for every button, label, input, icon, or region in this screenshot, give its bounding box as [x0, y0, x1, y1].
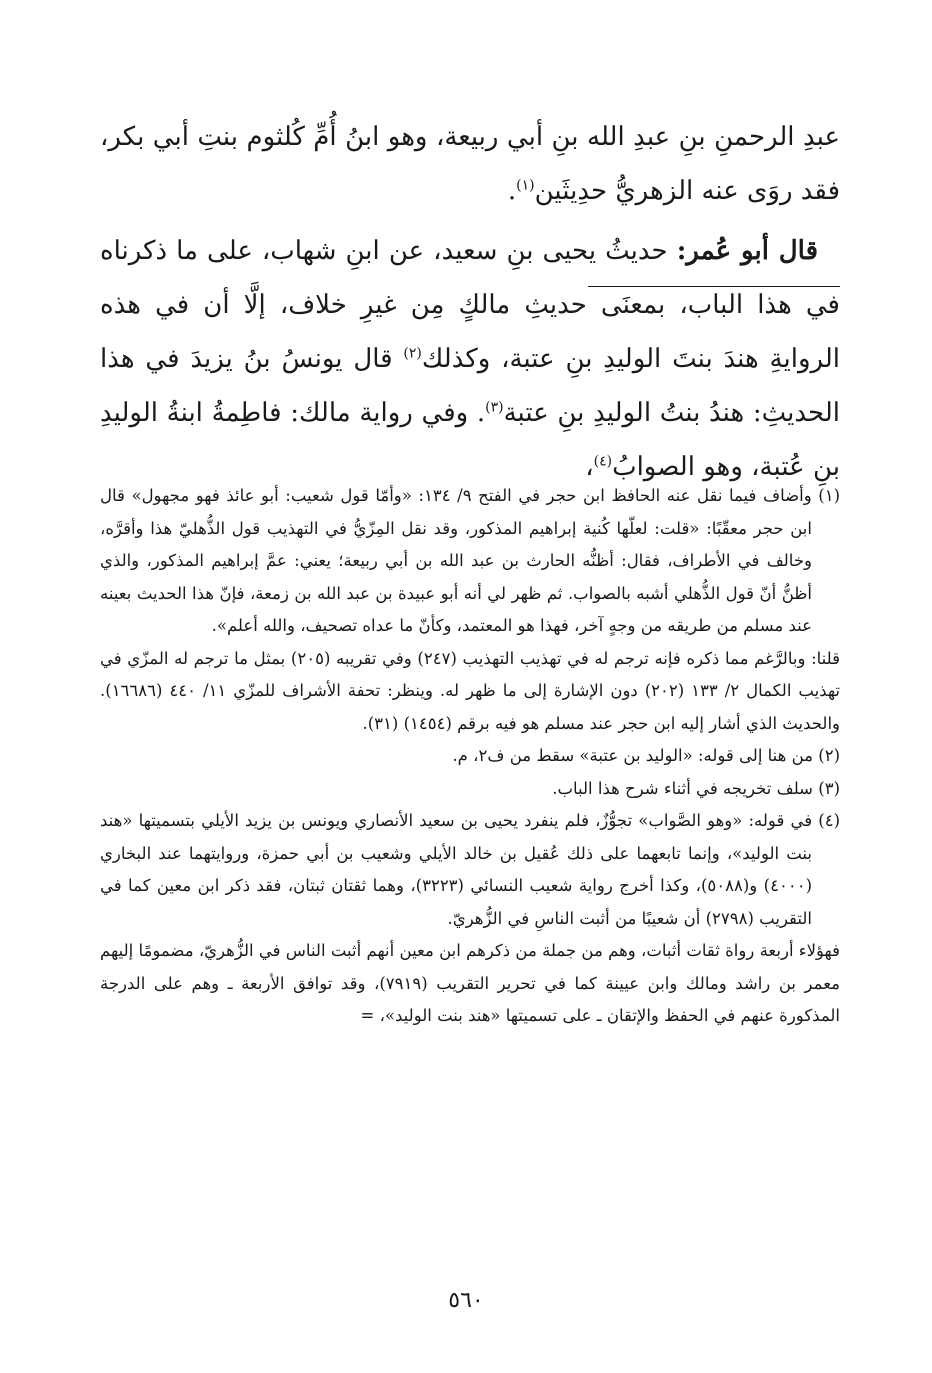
footnote-3: (٣) سلف تخريجه في أثناء شرح هذا الباب. — [552, 778, 840, 798]
footnote-ref-4: (٤) — [593, 453, 613, 470]
paragraph-2-text-a: حديثُ يحيى بنِ سعيد، عن ابنِ شهاب، على ما ذكرناه في هذا الباب، بمعنَى حديثِ مالكٍ مِن غيرِ خلاف، إلَّا أن في هذه الروايةِ هندَ بنتَ الوليدِ بنِ عتبة، وكذلك — [100, 236, 841, 374]
paragraph-2-end: ، — [585, 452, 594, 482]
footnote-divider — [588, 286, 840, 287]
footnote-2: (٢) من هنا إلى قوله: «الوليد بن عتبة» سقط من ف٢، م. — [452, 746, 840, 765]
page-body — [100, 110, 840, 494]
paragraph-1-text: عبدِ الرحمنِ بنِ عبدِ الله بنِ أبي ربيعة، وهو ابنُ أُمِّ كُلثوم بنتِ أبي بكر، فقد روَى عنه الزهريُّ حدِيثَين — [100, 122, 840, 206]
page-number: ٥٦٠ — [448, 1288, 484, 1313]
footnote-ref-2: (٢) — [403, 345, 422, 362]
paragraph-2-text-c: . وفي رواية مالك: فاطِمةُ ابنةُ الوليدِ بنِ عُتبة، وهو الصوابُ — [100, 398, 840, 482]
paragraph-1-end: . — [507, 176, 517, 206]
footnotes — [100, 480, 840, 1033]
paragraph-1 — [100, 110, 840, 218]
footnote-4-continuation: فهؤلاء أربعة رواة ثقات أثبات، وهم من جملة من ذكرهم ابن معين أنهم أثبت الناس في الزُّهريّ، مضمومًا إليهم معمر بن راشد ومالك وابن عيينة كما في تحرير التقريب (٧٩١٩)، وقد توافق الأربعة ـ وهم على الدرجة المذكورة عنهم في الحفظ والإتقان ـ على تسميتها «هند بنت الوليد»، = — [100, 941, 840, 1025]
footnote-1: (١) وأضاف فيما نقل عنه الحافظ ابن حجر في الفتح ٩/ ١٣٤: «وأمّا قول شعيب: أبو عائذ فهو مجهول» قال ابن حجر معقّبًا: «قلت: لعلّها كُنية إبراهيم المذكور، وقد نقل المِزّيُّ في التهذيب قول الذُّهليّ هذا وأقرَّه، وخالف في الأطراف، فقال: أظنُّه الحارث بن عبد الله بن أبي ربيعة؛ يعني: عمَّ إبراهيم المذكور، والذي أظنُّ أنّ قول الذُّهلي أشبه بالصواب. ثم ظهر لي أنه أبو عبيدة بن عبد الله بن زمعة، فإنّ هذا الحديث بعينه عند مسلم من طريقه من وجهٍ آخر، فهذا هو المعتمد، وكأنّ ما عداه تصحيف، والله أعلم». — [100, 486, 840, 635]
footnote-ref-1: (١) — [516, 177, 535, 194]
paragraph-2-text-b: قال يونسُ بنُ يزيدَ في هذا الحديثِ: هندُ بنتُ الوليدِ بنِ عتبة — [100, 344, 840, 428]
footnote-1-continuation: قلنا: وبالرَّغم مما ذكره فإنه ترجم له في تهذيب التهذيب (٢٤٧) وفي تقريبه (٢٠٥) بمثل ما ترجم له المزّي في تهذيب الكمال ٢/ ١٣٣ (٢٠٢) دون الإشارة إلى ما ظهر له. وينظر: تحفة الأشراف للمزّي ١١/ ٤٤٠ (١٦٦٨٦). والحديث الذي أشار إليه ابن حجر عند مسلم هو فيه برقم (١٤٥٤) (٣١). — [100, 648, 841, 733]
paragraph-2 — [100, 224, 840, 494]
footnote-ref-3: (٣) — [485, 399, 504, 416]
main-text — [100, 110, 840, 494]
footnote-4: (٤) في قوله: «وهو الصَّواب» تجوُّزٌ، فلم ينفرد يحيى بن سعيد الأنصاري ويونس بن يزيد الأيلي بتسميتها «هند بنت الوليد»، وإنما تابعهما على ذلك عُقيل بن خالد الأيلي وشعيب بن أبي حمزة، وروايتهما عند البخاري (٤٠٠٠) و(٥٠٨٨)، وكذا أخرج رواية شعيب النسائي (٣٢٢٣)، وهما ثقتان ثبتان، فقد ذكر ابن معين كما في التقريب (٢٧٩٨) أن شعيبًا من أثبت الناسِ في الزُّهريّ. — [100, 811, 840, 928]
speaker-label: قال أبو عُمر: — [676, 236, 818, 266]
